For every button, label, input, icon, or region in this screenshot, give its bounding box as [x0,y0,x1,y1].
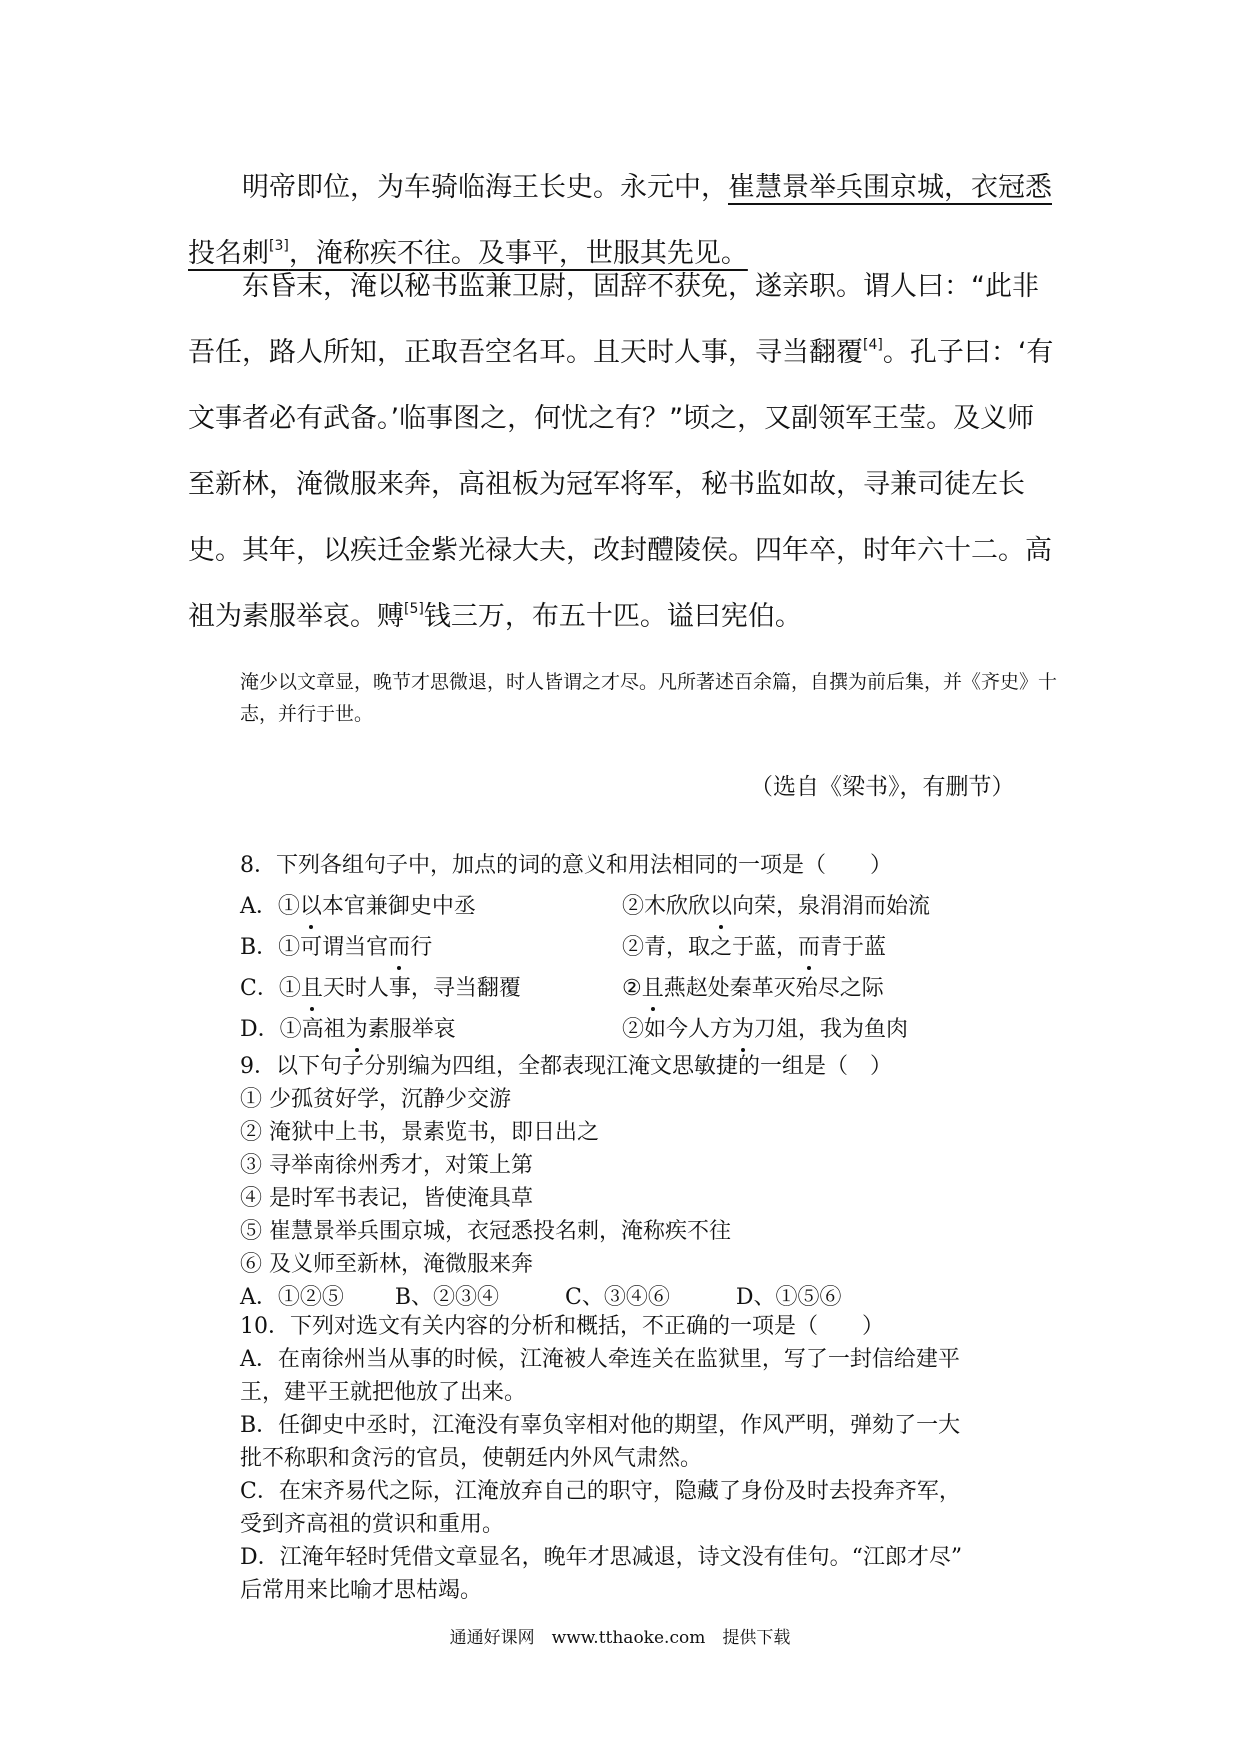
passage-paragraph-3 [240,666,1060,730]
option-text: 后常用来比喻才思枯竭。 [240,1578,483,1603]
option-text: 受到齐高祖的赏识和重用。 [240,1512,505,1537]
page-footer: 通通好课网 www.tthaoke.com 提供下载 [449,1628,791,1648]
passage-text: 东昏末，淹以秘书监兼卫尉，固辞不获免，遂亲职。谓人曰：“此非吾任，路人所知，正取吾空名耳。且天时人事，寻当翻覆 [188,271,1039,368]
footnote-marker: [5] [404,601,424,617]
option-text: B．①可谓当官而行 [240,935,432,960]
answer-option-row [240,886,1070,927]
option-text: D．①高祖为素服举哀 [240,1017,456,1042]
passage-text: 淹少以文章显，晚节才思微退，时人皆谓之才尽。凡所著述百余篇，自撰为前后集，并《齐史》十志，并行于世。 [240,671,1058,725]
option-text: A．在南徐州当从事的时候，江淹被人牵连关在监狱里，写了一封信给建平 [240,1347,960,1372]
answer-options: A．①②⑤ B、②③④ C、③④⑥ D、①⑤⑥ [240,1285,842,1310]
sentence-item: ② 淹狱中上书，景素览书，即日出之 [240,1120,599,1145]
dotted-character: 为 [732,1009,754,1050]
footnote-marker: [3] [269,238,289,254]
question-stem: 10．下列对选文有关内容的分析和概括，不正确的一项是（ ） [240,1314,884,1339]
option-text: ②木欣欣以向荣，泉涓涓而始流 [622,886,930,927]
question-10 [240,1310,1070,1607]
question-stem: 8．下列各组句子中，加点的词的意义和用法相同的一项是（ ） [240,853,892,878]
passage-text: 。孔子曰：‘有文事者必有武备。’临事图之，何忧之有？”顷之，又副领军王莹。及义师至新林，淹微服来奔，高祖板为冠军将军，秘书监如故，寻兼司徒左长史。其年，以疾迁金紫光禄大夫，改封醴陵侯。四年卒，时年六十二。高祖为素服举哀。赙 [188,337,1054,632]
dotted-character: 以 [710,886,732,927]
source-citation: （选自《梁书》，有删节） [750,774,1015,800]
question-stem: 9．以下句子分别编为四组，全都表现江淹文思敏捷的一组是（ ） [240,1054,892,1079]
dotted-character: 为 [346,1009,368,1050]
passage-paragraph-2 [188,254,1058,650]
question-8 [240,845,1070,1050]
sentence-item: ⑤ 崔慧景举兵围京城，衣冠悉投名刺，淹称疾不往 [240,1219,731,1244]
sentence-item: ④ 是时军书表记，皆使淹具草 [240,1186,533,1211]
dotted-character: 以 [300,886,322,927]
question-9 [240,1050,1070,1314]
option-text: D．江淹年轻时凭借文章显名，晚年才思减退，诗文没有佳句。“江郎才尽” [240,1545,963,1570]
option-text: ②如今人方为刀俎，我为鱼肉 [622,1009,908,1050]
dotted-character: 且 [301,968,323,1009]
sentence-item: ① 少孤贫好学，沉静少交游 [240,1087,511,1112]
answer-option-row [240,968,1070,1009]
underlined-sentence: 崔慧景举兵围京城，衣冠悉投名刺[3]，淹称疾不往。及事平，世服其先见。 [188,172,1052,269]
dotted-character: 而 [798,927,820,968]
answer-option-row [240,927,1070,968]
option-text: C．在宋齐易代之际，江淹放弃自己的职守，隐藏了身份及时去投奔齐军， [240,1479,961,1504]
option-text: 王，建平王就把他放了出来。 [240,1380,527,1405]
option-text: A．①以本官兼御史中丞 [240,894,476,919]
footnote-marker: [4] [863,337,883,353]
answer-option-row [240,1009,1070,1050]
dotted-character: 而 [388,927,410,968]
option-text: ②且燕赵处秦革灭殆尽之际 [622,968,884,1009]
sentence-item: ⑥ 及义师至新林，淹微服来奔 [240,1252,533,1277]
option-text: C．①且天时人事，寻当翻覆 [240,976,521,1001]
sentence-item: ③ 寻举南徐州秀才，对策上第 [240,1153,533,1178]
option-text: B．任御史中丞时，江淹没有辜负宰相对他的期望，作风严明，弹劾了一大 [240,1413,961,1438]
dotted-character: 且 [642,968,664,1009]
passage-text: 明帝即位，为车骑临海王长史。永元中， [242,172,728,203]
option-text: 批不称职和贪污的官员，使朝廷内外风气肃然。 [240,1446,703,1471]
passage-text: 钱三万，布五十匹。谥曰宪伯。 [423,601,802,632]
option-text: ②青，取之于蓝，而青于蓝 [622,927,886,968]
